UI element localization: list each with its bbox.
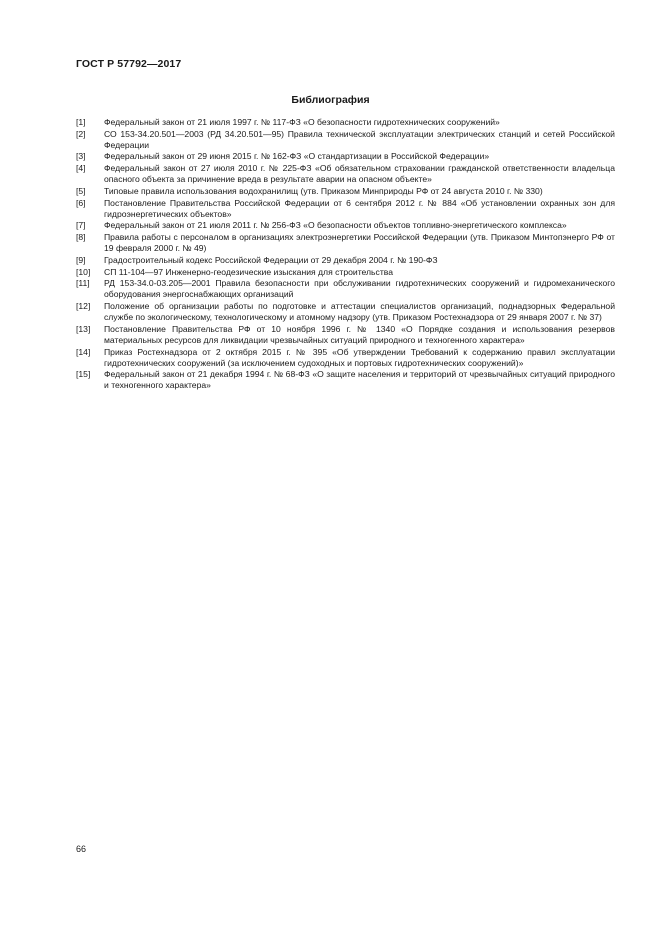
bibliography-entry: [76, 151, 615, 162]
bibliography-entry: [76, 186, 615, 197]
entry-number: [1]: [76, 117, 86, 127]
entry-text: Градостроительный кодекс Российской Федерации от 29 декабря 2004 г. № 190-ФЗ: [104, 254, 438, 265]
entry-number: [3]: [76, 151, 86, 162]
entry-text: Федеральный закон от 27 июля 2010 г. № 225-ФЗ «Об обязательном страховании гражданской ответственности владельца опасного объекта за причинение вреда в результате аварии на опасном объекте»: [104, 163, 615, 185]
bibliography-entry: [76, 232, 615, 254]
bibliography-entry: [76, 369, 615, 391]
entry-number: [15]: [76, 369, 91, 380]
bibliography-entry: [76, 347, 615, 369]
entry-number: [12]: [76, 301, 91, 312]
entry-number: [6]: [76, 197, 86, 208]
bibliography-list: [76, 117, 615, 392]
entry-number: [5]: [76, 185, 86, 196]
bibliography-entry: [76, 255, 615, 266]
bibliography-entry: [76, 198, 615, 220]
bibliography-entry: [76, 301, 615, 323]
entry-text: СП 11-104—97 Инженерно-геодезические изыскания для строительства: [104, 266, 394, 277]
entry-number: [4]: [76, 163, 86, 174]
entry-text: Постановление Правительства РФ от 10 ноября 1996 г. № 1340 «О Порядке создания и использования резервов материальных ресурсов для ликвидации чрезвычайных ситуаций природного и техногенного характера»: [104, 323, 615, 345]
entry-text: Федеральный закон от 21 декабря 1994 г. № 68-ФЗ «О защите населения и территорий от чрезвычайных ситуаций природного и техногенного характера»: [104, 369, 615, 391]
bibliography-entry: [76, 163, 615, 185]
entry-text: Типовые правила использования водохранилищ (утв. Приказом Минприроды РФ от 24 августа 2010 г. № 330): [104, 185, 543, 196]
bibliography-title: Библиография: [291, 94, 370, 106]
entry-number: [10]: [76, 266, 91, 277]
bibliography-entry: [76, 220, 615, 231]
entry-text: Федеральный закон от 21 июля 2011 г. № 256-ФЗ «О безопасности объектов топливно-энергетического комплекса»: [104, 220, 567, 231]
standard-header: ГОСТ Р 57792—2017: [76, 58, 182, 70]
bibliography-entry: [76, 278, 615, 300]
entry-text: Приказ Ростехнадзора от 2 октября 2015 г. № 395 «Об утверждении Требований к содержанию правил эксплуатации гидротехнических сооружений (за исключением судоходных и портовых гидротехнических сооружений)»: [104, 346, 615, 368]
entry-number: [8]: [76, 232, 86, 243]
bibliography-entry: [76, 117, 615, 128]
entry-text: Правила работы с персоналом в организациях электроэнергетики Российской Федерации (утв. Приказом Минтопэнерго РФ от 19 февраля 2000 г. № 49): [104, 232, 615, 254]
bibliography-entry: [76, 267, 615, 278]
entry-number: [13]: [76, 323, 91, 334]
bibliography-entry: [76, 324, 615, 346]
entry-number: [7]: [76, 220, 86, 231]
entry-text: Постановление Правительства Российской Федерации от 6 сентября 2012 г. № 884 «Об установлении охранных зон для гидроэнергетических объектов»: [104, 197, 615, 219]
page-number: 66: [76, 844, 87, 854]
entry-text: Федеральный закон от 29 июня 2015 г. № 162-ФЗ «О стандартизации в Российской Федерации»: [104, 151, 490, 162]
bibliography-entry: [76, 129, 615, 151]
entry-number: [11]: [76, 278, 90, 289]
entry-text: РД 153-34.0-03.205—2001 Правила безопасности при обслуживании гидротехнических сооружений и гидромеханического оборудования энергоснабжающих организаций: [104, 278, 615, 300]
entry-number: [2]: [76, 128, 86, 139]
entry-number: [9]: [76, 254, 86, 265]
entry-text: Федеральный закон от 21 июля 1997 г. № 117-ФЗ «О безопасности гидротехнических сооружений»: [104, 117, 500, 127]
entry-text: Положение об организации работы по подготовке и аттестации специалистов организаций, поднадзорных Федеральной службе по экологическому, технологическому и атомному надзору (утв. Приказом Ростехнадзора от 29 января 2007 г. № 37): [104, 301, 615, 323]
entry-number: [14]: [76, 346, 91, 357]
entry-text: СО 153-34.20.501—2003 (РД 34.20.501—95) Правила технической эксплуатации электрических станций и сетей Российской Федерации: [104, 128, 615, 150]
